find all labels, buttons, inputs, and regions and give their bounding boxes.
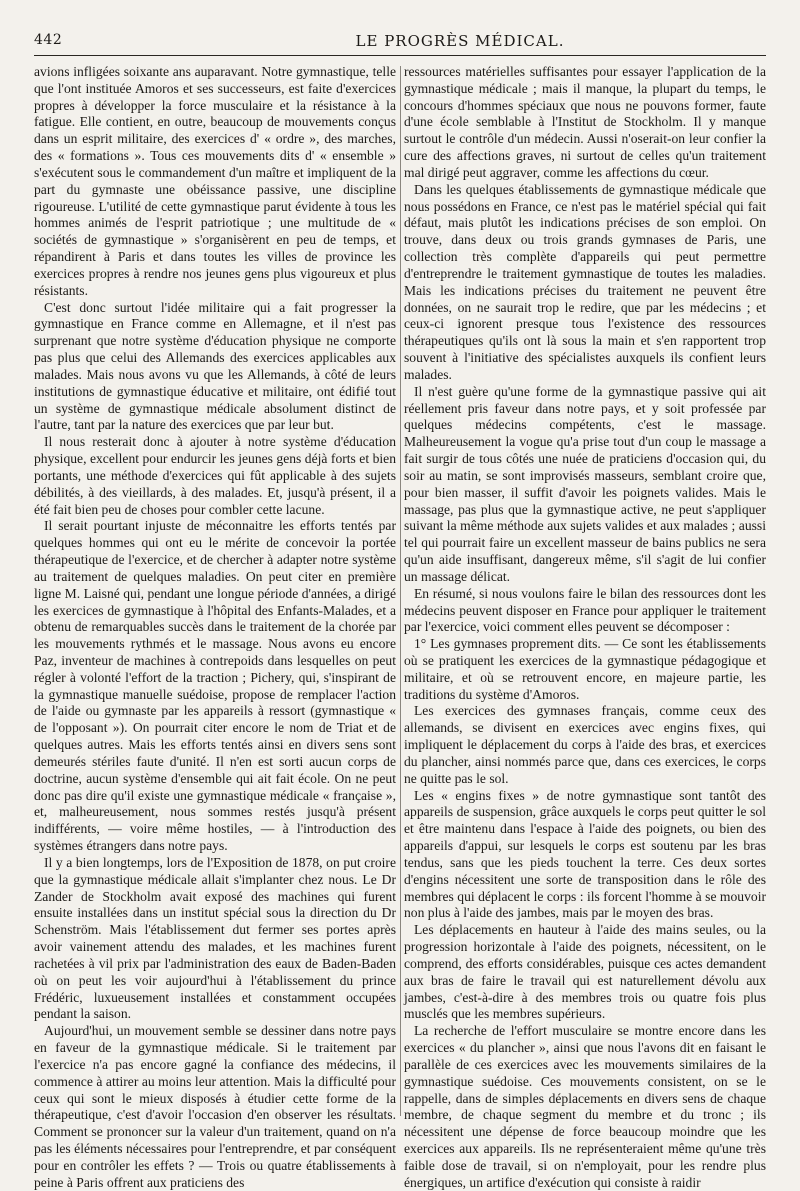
paragraph: En résumé, si nous voulons faire le bilan des ressources dont les médecins peuvent disposer en France pour appliquer le traitement par l'exercice, voici comment elles peuvent se décomposer :	[404, 585, 766, 635]
paragraph: La recherche de l'effort musculaire se montre encore dans les exercices « du plancher », ainsi que nous l'avons dit en faisant le parallèle de ces exercices avec les mouvements similaires de la gymnastique suédoise. Ces mouvements consistent, on se le rappelle, dans de simples déplacements en divers sens de chaque membre, de chaque segment du membre et du tronc ; ils nécessitent une dépense de force beaucoup moindre que les exercices aux appareils. Ils ne représenteraient même qu'une très faible dose de travail, si on n'employait, pour les rendre plus énergiques, un artifice d'exécution qui consiste à raidir	[404, 1023, 766, 1190]
paragraph: ressources matérielles suffisantes pour essayer l'application de la gymnastique médicale ; mais il manque, la plupart du temps, le concours d'hommes spéciaux que nous ne pouvons former, faute d'une école semblable à l'Institut de Stockholm. Il y manque surtout le contrôle d'un médecin. Aussi n'oserait-on leur confier la cure des affections graves, ni surtout de celles qu'un traitement mal dirigé peut aggraver, comme les affections du cœur.	[404, 64, 766, 180]
journal-title: LE PROGRÈS MÉDICAL.	[355, 32, 565, 50]
header-rule	[34, 55, 766, 56]
paragraph: 1° Les gymnases proprement dits. — Ce sont les établissements où se pratiquent les exercices de la gymnastique pédagogique et militaire, et où se retrouvent encore, en majeure partie, les traditions du système d'Amoros.	[404, 636, 766, 702]
paragraph: Il nous resterait donc à ajouter à notre système d'éducation physique, excellent pour endurcir les jeunes gens déjà forts et bien portants, une méthode d'exercices qui fût applicable à des sujets débilités, à des vieillards, à des malades. Et, jusqu'à présent, il a été fait bien peu de choses pour combler cette lacune.	[34, 434, 396, 517]
paragraph: Les déplacements en hauteur à l'aide des mains seules, ou la progression horizontale à l'aide des poignets, nécessitent, on le comprend, des efforts considérables, puisque ces actes demandent aux bras de faire le travail qui est naturellement dévolu aux jambes, c'est-à-dire à des membres trois ou quatre fois plus musclés que les membres supérieurs.	[404, 922, 766, 1022]
left-column	[34, 64, 396, 1190]
paragraph: Les exercices des gymnases français, comme ceux des allemands, se divisent en exercices avec engins fixes, qui impliquent le déplacement du corps à l'aide des bras, et exercices du plancher, ainsi nommés parce que, dans ces exercices, le corps ne quitte pas le sol.	[404, 703, 766, 786]
paragraph: Il y a bien longtemps, lors de l'Exposition de 1878, on put croire que la gymnastique médicale allait s'implanter chez nous. Le Dr Zander de Stockholm avait exposé des machines qui furent ensuite installées dans un institut spécial sous la direction du Dr Schenström. Mais l'établissement dut fermer ses portes après avoir vainement attendu des malades, et les machines furent rachetées à vil prix par l'administration des eaux de Baden-Baden où on peut les voir aujourd'hui à l'établissement du prince Frédéric, luxueusement installées et constamment occupées pendant la saison.	[34, 854, 396, 1022]
right-column	[404, 64, 766, 1190]
paragraph: Dans les quelques établissements de gymnastique médicale que nous possédons en France, ce n'est pas le matériel spécial qui fait défaut, mais plutôt les indications précises de son emploi. On trouve, dans deux ou trois grands gymnases de Paris, une collection très complète d'appareils qui peut permettre d'entreprendre le traitement gymnastique de toutes les maladies. Mais les indications précises du traitement ne peuvent être données, on ne saurait trop le redire, que par les médecins ; et ceux-ci ignorent presque tous l'existence des ressources thérapeutiques qu'ils ont là sous la main et s'en rapportent trop souvent à l'initiative des spécialistes auxquels ils confient leurs malades.	[404, 181, 766, 382]
page-header	[34, 30, 766, 52]
paragraph: Il n'est guère qu'une forme de la gymnastique passive qui ait réellement pris faveur dans notre pays, et y soit professée par quelques médecins compétents, c'est le massage. Malheureusement la vogue qu'a prise tout d'un coup le massage a fait surgir de tous côtés une nuée de praticiens d'occasion qui, du soir au matin, se sont improvisés masseurs, semblant croire que, pour bien masser, il suffit d'avoir les poignets valides. Mais le massage, pas plus que la gymnastique active, ne peut s'appliquer suivant la même méthode aux sujets valides et aux malades ; aussi tel qui pourrait faire un excellent masseur de bains publics ne sera qu'un aide insuffisant, dangereux même, s'il s'agit de lui confier un massage délicat.	[404, 383, 766, 584]
paragraph: C'est donc surtout l'idée militaire qui a fait progresser la gymnastique en France comme en Allemagne, et il n'est pas surprenant que notre système d'éducation physique ne comporte pas plus que celui des Allemands des exercices applicables aux malades. Mais nous avons vu que les Allemands, à côté de leurs institutions de gymnastique éducative et militaire, ont édifié tout un système de gymnastique médicale absolument distinct de l'autre, tant par la nature des exercices que par leur but.	[34, 299, 396, 433]
column-divider	[400, 66, 401, 1116]
page-number: 442	[34, 32, 63, 48]
text-columns	[34, 64, 766, 1190]
paragraph: Aujourd'hui, un mouvement semble se dessiner dans notre pays en faveur de la gymnastique médicale. Si le traitement par l'exercice n'a pas encore gagné la confiance des médecins, il commence à attirer au moins leur attention. Mais la difficulté pour ceux qui sont le mieux disposés à étudier cette forme de la thérapeutique, c'est d'avoir l'occasion d'en observer les résultats. Comment se prononcer sur la valeur d'un traitement, quand on n'a pas les éléments nécessaires pour l'entreprendre, et par conséquent pour en contrôler les effets ? — Trois ou quatre établissements à peine à Paris offrent aux praticiens des	[34, 1023, 396, 1190]
paragraph: avions infligées soixante ans auparavant. Notre gymnastique, telle que l'ont instituée Amoros et ses successeurs, est faite d'exercices propres à développer la force musculaire et la résistance à la fatigue. Elle contient, en outre, beaucoup de mouvements conçus dans un esprit militaire, des exercices d' « ordre », des marches, des « formations ». Tous ces mouvements dits d' « ensemble » s'exécutent sous le commandement d'un maître et impliquent de la part du gymnaste une obéissance passive, une discipline rigoureuse. L'utilité de cette gymnastique parut évidente à tous les hommes animés de l'esprit patriotique ; une multitude de « sociétés de gymnastique » s'organisèrent en peu de temps, et répandirent à Paris et dans toutes les villes de province les exercices propres à rendre nos jeunes gens plus vigoureux et plus résistants.	[34, 64, 396, 298]
paragraph: Les « engins fixes » de notre gymnastique sont tantôt des appareils de suspension, grâce auxquels le corps peut quitter le sol et être maintenu dans l'espace à l'aide des poignets, ou bien des appareils d'appui, sur lesquels le corps est soutenu par les bras tendus, sans que les pieds touchent la terre. Ces deux sortes d'engins nécessitent une sorte de transposition dans le rôle des membres qui déplacent le corps : ils forcent l'homme à se mouvoir non plus à l'aide des jambes, mais par le moyen des bras.	[404, 787, 766, 921]
paragraph: Il serait pourtant injuste de méconnaitre les efforts tentés par quelques hommes qui ont eu le mérite de concevoir la portée thérapeutique de l'exercice, et de chercher à adapter notre système au traitement de quelques maladies. On peut citer en première ligne M. Laisné qui, pendant une longue période d'années, a dirigé les exercices de gymnastique à l'hôpital des Enfants-Malades, et a obtenu de remarquables succès dans le traitement de la chorée par les mouvements rythmés et le massage. Nous avons eu encore Paz, inventeur de machines à contrepoids dans lesquelles on peut régler à volonté l'effort de la traction ; Pichery, qui, s'inspirant de la gymnastique manuelle suédoise, propose de remplacer l'action de l'aide ou gymnaste par les appareils à ressort (gymnastique « de l'opposant »). On pourrait citer encore le nom de Triat et de quelques autres. Mais les efforts tentés ainsi en divers sens sont demeurés stériles faute d'unité. Il n'en est sorti aucun corps de doctrine, aucun système d'ensemble qui ait fait école. On ne peut donc pas dire qu'il existe une gymnastique médicale « française », et, malheureusement, nous sommes restés jusqu'à présent indifférents, — voire même hostiles, — à l'introduction des systèmes étrangers dans notre pays.	[34, 518, 396, 854]
